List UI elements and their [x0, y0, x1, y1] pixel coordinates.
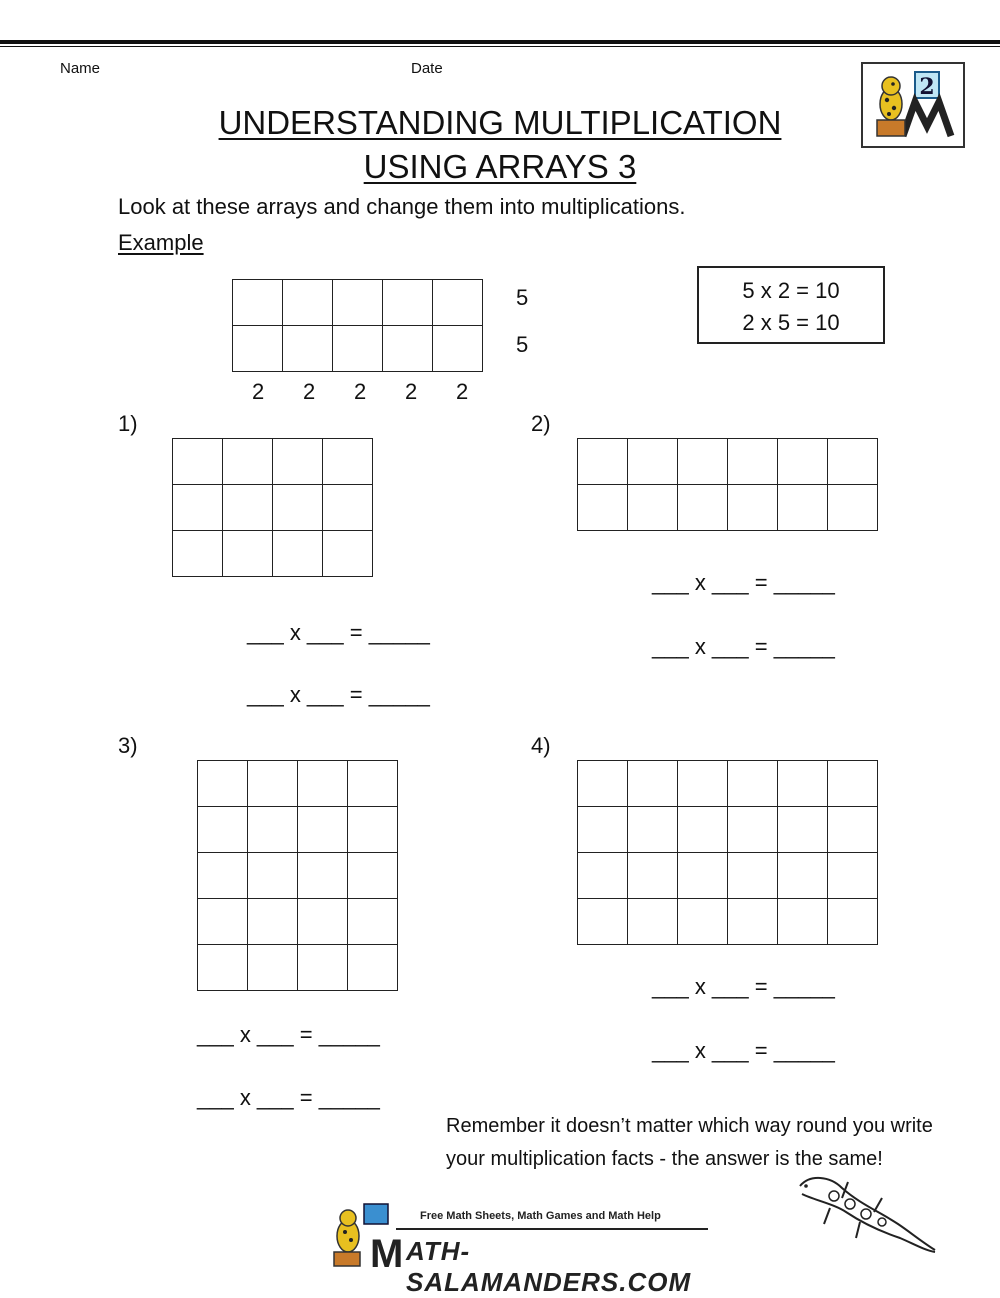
array-cell [233, 280, 283, 326]
problem-4-answer-blank[interactable]: ___ x ___ = _____ [652, 974, 835, 999]
array-cell [323, 531, 373, 577]
array-cell [223, 485, 273, 531]
array-cell [248, 807, 298, 853]
array-cell [728, 761, 778, 807]
array-cell [628, 485, 678, 531]
page-title-line2: USING ARRAYS 3 [363, 148, 637, 185]
array-cell [248, 761, 298, 807]
example-answer: 2 x 5 = 10 [742, 310, 840, 335]
array-row [173, 485, 373, 531]
array-cell [728, 853, 778, 899]
reminder-note-line2: your multiplication facts - the answer is the same! [446, 1148, 883, 1170]
array-cell [298, 899, 348, 945]
top-rule-thin [0, 46, 1000, 47]
array-cell [298, 853, 348, 899]
array-cell [828, 485, 878, 531]
array-cell [578, 807, 628, 853]
array-cell [198, 899, 248, 945]
date-label: Date [411, 60, 443, 77]
array-cell [348, 945, 398, 991]
example-row-label: 5 [516, 332, 529, 357]
example-col-label: 2 [303, 379, 316, 404]
array-cell [678, 899, 728, 945]
array-row [173, 531, 373, 577]
array-row [578, 853, 878, 899]
array-cell [273, 439, 323, 485]
array-cell [348, 899, 398, 945]
array-cell [248, 945, 298, 991]
array-cell [628, 853, 678, 899]
problem-3-array [197, 760, 398, 991]
array-cell [273, 531, 323, 577]
array-cell [828, 853, 878, 899]
array-row [233, 280, 483, 326]
example-row-label: 5 [516, 285, 529, 310]
array-cell [198, 761, 248, 807]
array-cell [628, 761, 678, 807]
array-row [578, 899, 878, 945]
problem-1-answer-blank[interactable]: ___ x ___ = _____ [247, 682, 430, 707]
array-cell [298, 945, 348, 991]
array-cell [248, 899, 298, 945]
footer-divider [396, 1228, 708, 1230]
example-array [232, 279, 483, 372]
array-cell [383, 280, 433, 326]
example-label: Example [118, 230, 204, 255]
array-cell [828, 761, 878, 807]
array-cell [198, 853, 248, 899]
footer-logo [326, 1200, 716, 1297]
example-col-label: 2 [456, 379, 469, 404]
array-cell [223, 531, 273, 577]
array-cell [678, 485, 728, 531]
array-cell [173, 485, 223, 531]
array-row [198, 899, 398, 945]
problem-2-array [577, 438, 878, 531]
array-row [198, 807, 398, 853]
array-cell [323, 439, 373, 485]
top-rule [0, 40, 1000, 44]
array-cell [628, 807, 678, 853]
example-col-label: 2 [405, 379, 418, 404]
array-cell [578, 485, 628, 531]
page-title-line1: UNDERSTANDING MULTIPLICATION [218, 104, 782, 141]
name-label: Name [60, 60, 101, 77]
array-cell [728, 485, 778, 531]
array-cell [333, 280, 383, 326]
array-cell [828, 807, 878, 853]
instructions: Look at these arrays and change them into multiplications. [118, 194, 686, 219]
problem-3-label: 3) [118, 733, 138, 758]
array-cell [778, 485, 828, 531]
problem-3-answer-blank[interactable]: ___ x ___ = _____ [197, 1022, 380, 1047]
array-cell [778, 899, 828, 945]
array-row [198, 761, 398, 807]
array-cell [778, 439, 828, 485]
problem-2-answer-blank[interactable]: ___ x ___ = _____ [652, 570, 835, 595]
array-cell [348, 761, 398, 807]
array-cell [578, 761, 628, 807]
array-cell [728, 439, 778, 485]
example-answer-box [697, 266, 885, 344]
array-cell [628, 899, 678, 945]
array-cell [778, 853, 828, 899]
problem-1-label: 1) [118, 411, 138, 436]
array-row [233, 326, 483, 372]
array-cell [678, 761, 728, 807]
array-cell [578, 439, 628, 485]
array-cell [223, 439, 273, 485]
array-cell [273, 485, 323, 531]
array-cell [298, 807, 348, 853]
array-cell [298, 761, 348, 807]
problem-4-label: 4) [531, 733, 551, 758]
array-cell [348, 807, 398, 853]
array-cell [173, 531, 223, 577]
array-cell [728, 807, 778, 853]
footer-tagline: Free Math Sheets, Math Games and Math Help [420, 1210, 661, 1222]
array-cell [678, 439, 728, 485]
array-row [173, 439, 373, 485]
array-cell [678, 853, 728, 899]
array-cell [628, 439, 678, 485]
array-cell [578, 899, 628, 945]
array-row [578, 761, 878, 807]
example-answer: 5 x 2 = 10 [742, 278, 840, 303]
salamander-icon [790, 1168, 940, 1258]
array-row [578, 485, 878, 531]
problem-1-array [172, 438, 373, 577]
array-cell [578, 853, 628, 899]
array-row [578, 807, 878, 853]
problem-1-answer-blank[interactable]: ___ x ___ = _____ [247, 620, 430, 645]
array-row [198, 853, 398, 899]
array-cell [333, 326, 383, 372]
array-cell [778, 761, 828, 807]
array-row [198, 945, 398, 991]
array-cell [283, 326, 333, 372]
array-cell [433, 280, 483, 326]
array-cell [198, 945, 248, 991]
array-cell [348, 853, 398, 899]
array-cell [283, 280, 333, 326]
problem-3-answer-blank[interactable]: ___ x ___ = _____ [197, 1085, 380, 1110]
reminder-note-line1: Remember it doesn’t matter which way round you write [446, 1115, 933, 1137]
problem-4-array [577, 760, 878, 945]
array-cell [173, 439, 223, 485]
problem-4-answer-blank[interactable]: ___ x ___ = _____ [652, 1038, 835, 1063]
array-cell [828, 899, 878, 945]
array-cell [248, 853, 298, 899]
array-cell [323, 485, 373, 531]
problem-2-answer-blank[interactable]: ___ x ___ = _____ [652, 634, 835, 659]
array-cell [778, 807, 828, 853]
array-cell [433, 326, 483, 372]
example-col-label: 2 [252, 379, 265, 404]
problem-2-label: 2) [531, 411, 551, 436]
array-cell [828, 439, 878, 485]
array-row [578, 439, 878, 485]
array-cell [233, 326, 283, 372]
array-cell [198, 807, 248, 853]
array-cell [383, 326, 433, 372]
logo-badge-number: 2 [919, 74, 935, 100]
array-cell [678, 807, 728, 853]
footer-brand[interactable]: ATH-SALAMANDERS.COM [406, 1236, 692, 1297]
footer-brand-initial: M [370, 1232, 405, 1276]
example-col-label: 2 [354, 379, 367, 404]
array-cell [728, 899, 778, 945]
